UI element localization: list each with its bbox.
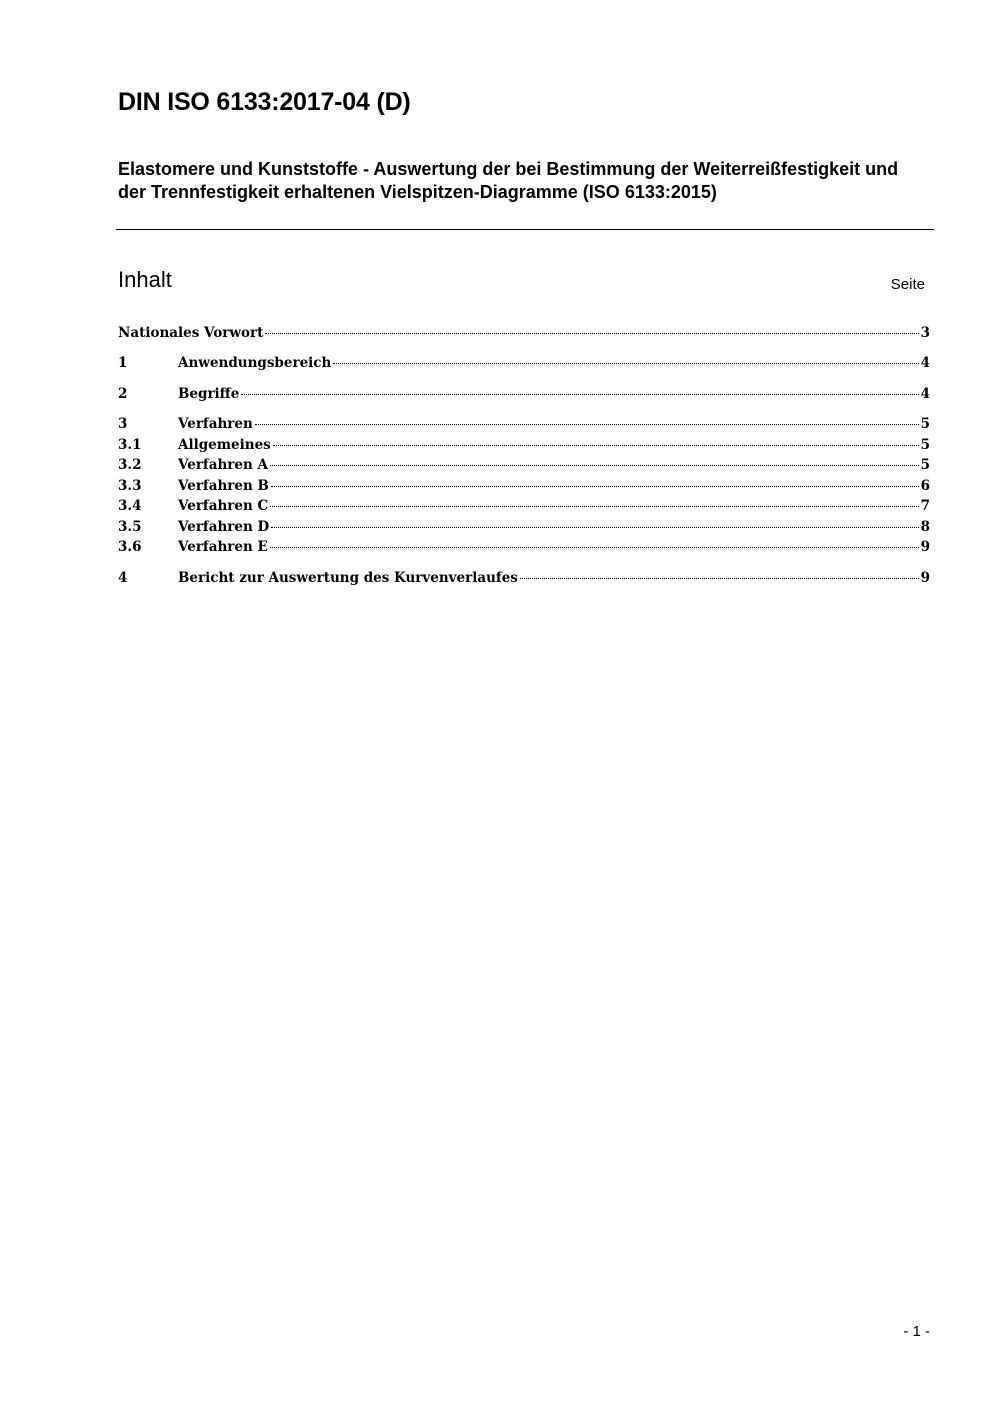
toc-entry-number: 3.5 — [118, 519, 142, 535]
toc-entry-3-3[interactable] — [118, 478, 930, 498]
toc-entry-page: 5 — [920, 437, 930, 453]
title-divider — [116, 229, 934, 230]
toc-entry-number: 3.1 — [118, 437, 142, 453]
toc-entry-page: 3 — [920, 325, 930, 341]
toc-entry-3[interactable] — [118, 416, 930, 436]
toc-dot-leader — [265, 333, 918, 334]
toc-entry-title: Verfahren — [178, 416, 253, 432]
toc-entry-page: 4 — [920, 355, 930, 371]
toc-entry-1[interactable] — [118, 355, 930, 375]
toc-entry-page: 7 — [920, 498, 930, 514]
toc-dot-leader — [520, 578, 919, 579]
toc-entry-number: 1 — [118, 355, 128, 371]
toc-entry-4[interactable] — [118, 570, 930, 590]
toc-entry-title: Verfahren B — [178, 478, 269, 494]
toc-entry-nationales-vorwort[interactable] — [118, 325, 930, 345]
page-number: - 1 - — [903, 1323, 930, 1340]
toc-entry-page: 6 — [920, 478, 930, 494]
toc-entry-title: Begriffe — [178, 386, 240, 402]
toc-dot-leader — [241, 394, 918, 395]
toc-dot-leader — [271, 486, 919, 487]
toc-entry-number: 3.6 — [118, 539, 142, 555]
toc-entry-number: 3 — [118, 416, 128, 432]
toc-entry-title: Allgemeines — [178, 437, 271, 453]
document-subtitle: Elastomere und Kunststoffe - Auswertung der bei Bestimmung der Weiterreißfestigkeit und der Trennfestigkeit erhaltenen Vielspitzen-Diagramme (ISO 6133:2015) — [118, 159, 899, 202]
toc-dot-leader — [270, 547, 919, 548]
toc-entry-3-5[interactable] — [118, 519, 930, 539]
toc-entry-number: 2 — [118, 386, 128, 402]
toc-entry-2[interactable] — [118, 386, 930, 406]
toc-entry-title: Bericht zur Auswertung des Kurvenverlaufes — [178, 570, 518, 586]
toc-entry-number: 3.2 — [118, 457, 142, 473]
toc-dot-leader — [271, 527, 918, 528]
toc-dot-leader — [333, 363, 918, 364]
toc-entry-number: 3.4 — [118, 498, 142, 514]
toc-entry-title: Nationales Vorwort — [118, 325, 264, 341]
toc-entry-3-2[interactable] — [118, 457, 930, 477]
toc-entry-number: 3.3 — [118, 478, 142, 494]
toc-dot-leader — [270, 465, 919, 466]
toc-heading: Inhalt — [118, 267, 172, 292]
toc-page-label: Seite — [890, 276, 925, 293]
toc-entry-title: Verfahren E — [178, 539, 268, 555]
toc-entry-3-6[interactable] — [118, 539, 930, 559]
toc-entry-number: 4 — [118, 570, 128, 586]
toc-entry-page: 9 — [920, 570, 930, 586]
toc-entry-3-1[interactable] — [118, 437, 930, 457]
toc-entry-title: Verfahren C — [178, 498, 269, 514]
toc-entry-page: 4 — [920, 386, 930, 402]
toc-dot-leader — [273, 445, 919, 446]
toc-entry-title: Anwendungsbereich — [178, 355, 332, 371]
document-title: DIN ISO 6133:2017-04 (D) — [118, 88, 411, 116]
toc-entry-3-4[interactable] — [118, 498, 930, 518]
toc-dot-leader — [255, 424, 919, 425]
toc-entry-page: 5 — [920, 457, 930, 473]
toc-dot-leader — [270, 506, 918, 507]
toc-entry-title: Verfahren A — [178, 457, 268, 473]
toc-entry-title: Verfahren D — [178, 519, 270, 535]
toc-entry-page: 8 — [920, 519, 930, 535]
toc-entry-page: 5 — [920, 416, 930, 432]
toc-entry-page: 9 — [920, 539, 930, 555]
